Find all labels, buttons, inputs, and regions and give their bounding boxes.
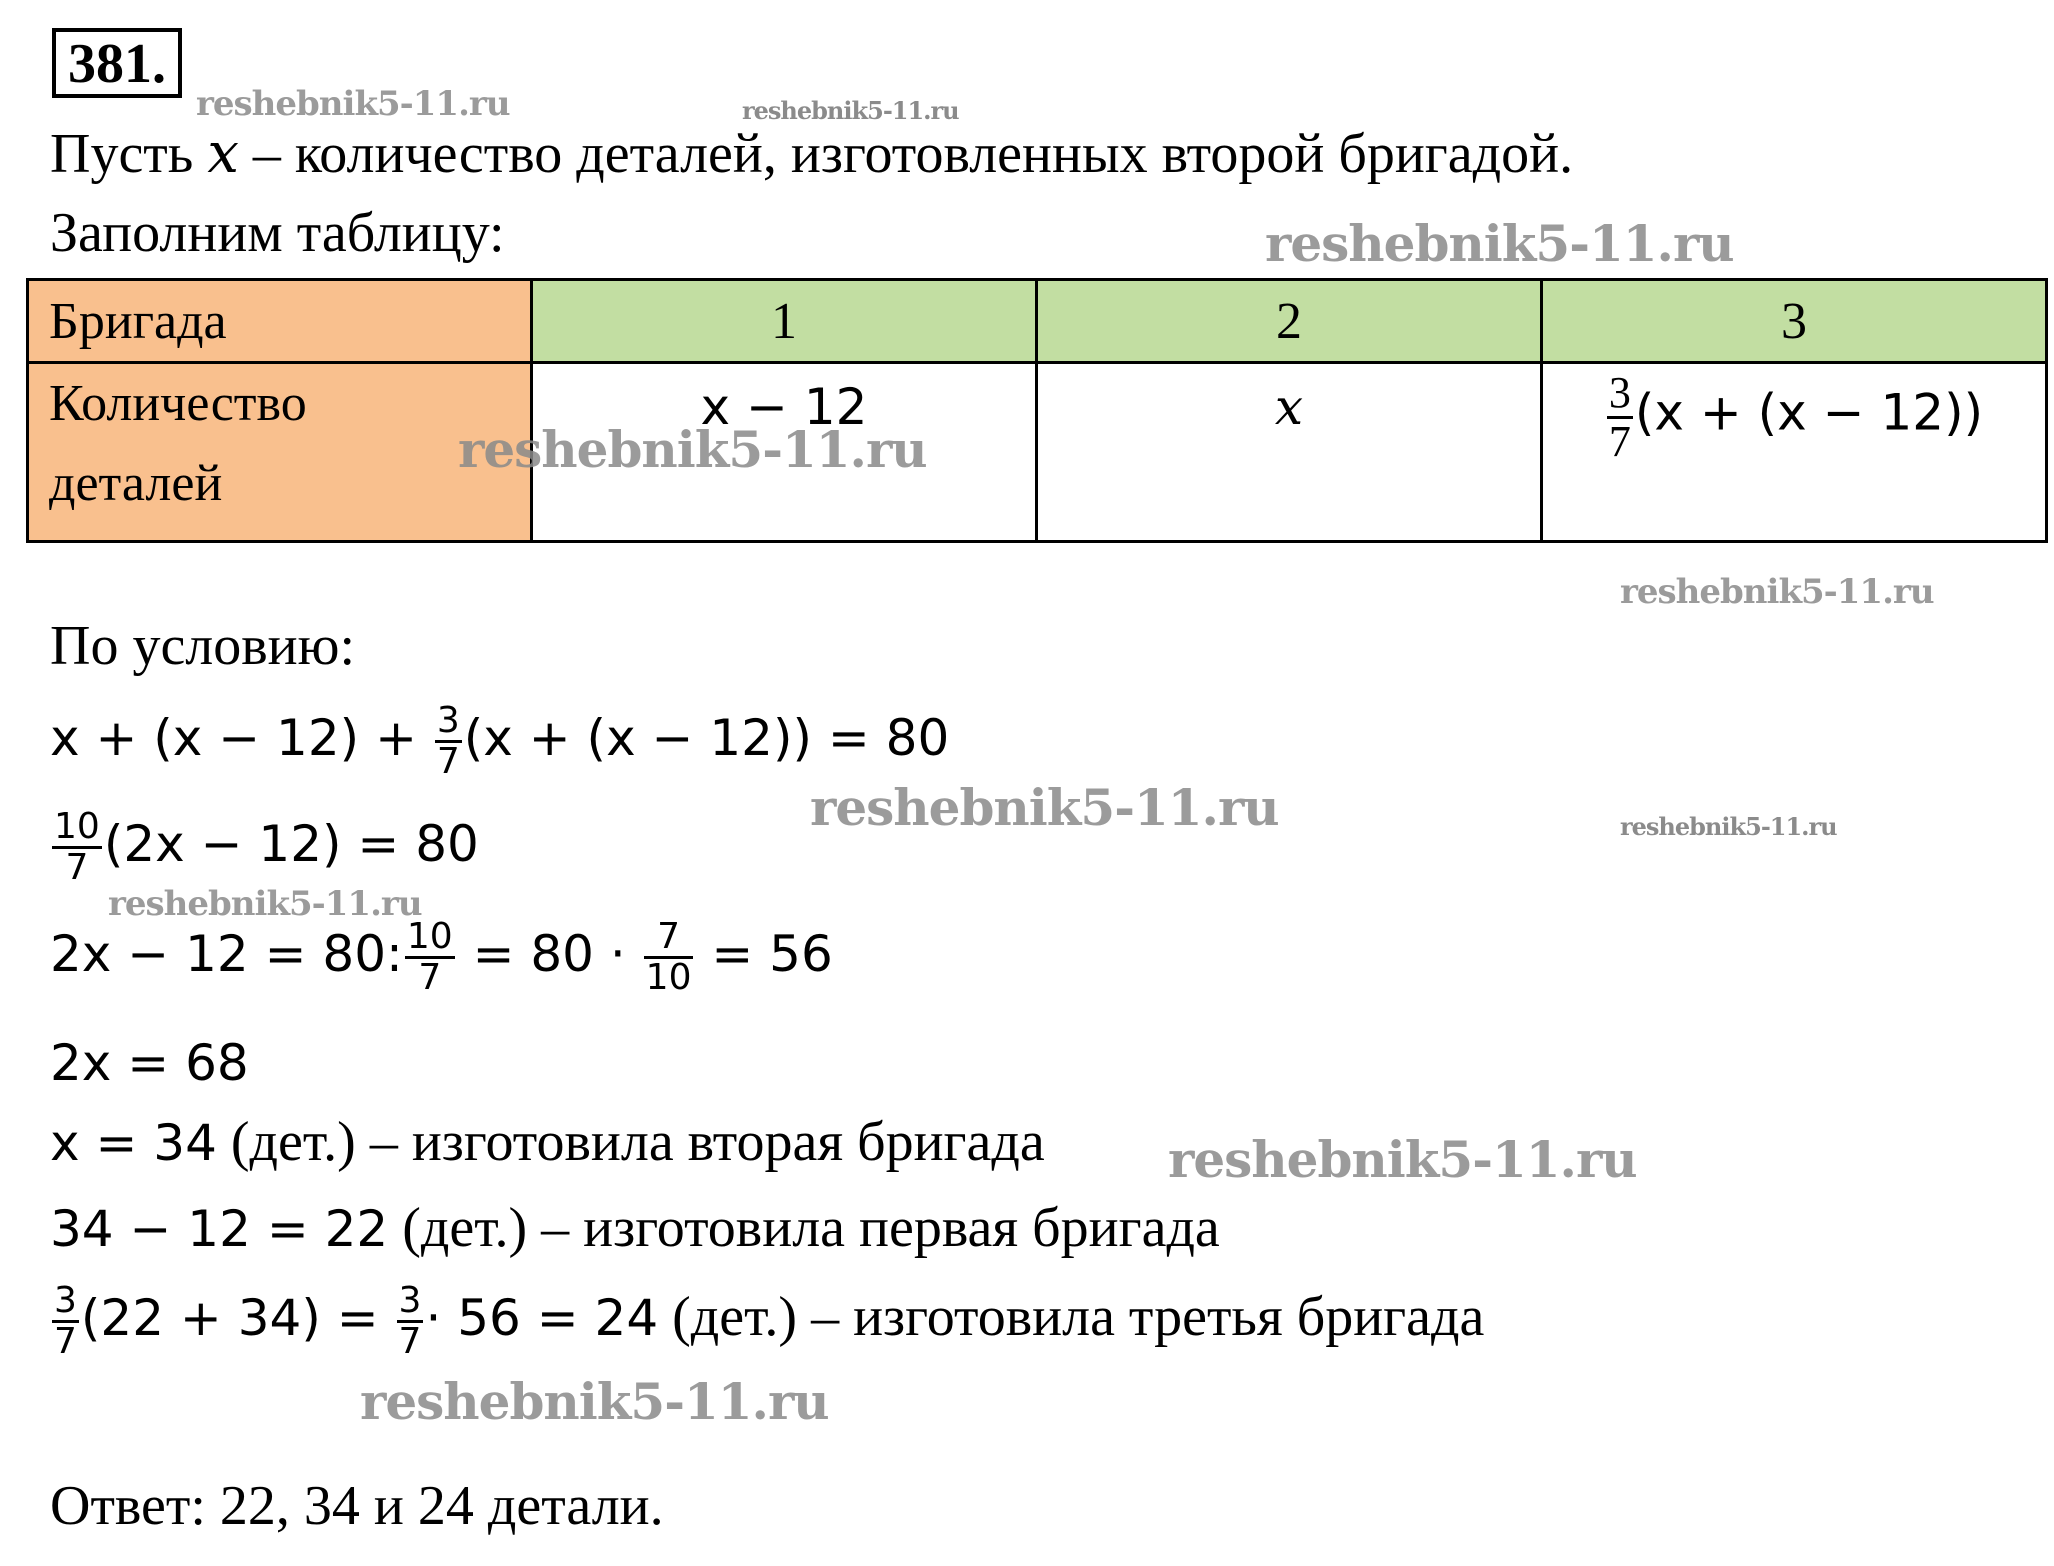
by-condition-label: По условию: [50,615,356,677]
table-cell-brigade-3: $\frac{3}{7}$ (x + (x − 12)) [1542,363,2047,542]
fraction: $\frac{3}{7}$ [54,1280,77,1362]
watermark: reshebnik5-11.ru [108,884,422,924]
equation-3: 2x − 12 = 80: $\frac{10}{7}$ = 80 · $\frac{7}{10}$ = 56 [50,916,833,998]
watermark: reshebnik5-11.ru [1620,812,1837,841]
brigade-table [26,278,2048,543]
table-cell-brigade-1: x − 12 [532,363,1037,542]
fraction: $\frac{3}{7}$ [1608,368,1631,467]
equation-2: $\frac{10}{7}$ (2x − 12) = 80 [54,806,479,888]
table-column-3: 3 [1542,280,2047,363]
watermark: reshebnik5-11.ru [1168,1130,1637,1189]
fraction: $\frac{10}{7}$ [54,806,100,888]
equation-4: 2x = 68 [50,1034,249,1092]
equation-6: 34 − 12 = 22 (дет.) – изготовила первая бригада [50,1197,1220,1259]
table-column-2: 2 [1037,280,1542,363]
watermark: reshebnik5-11.ru [196,84,510,124]
equation-1: x + (x − 12) + $\frac{3}{7}$ (x + (x − 12)) = 80 [50,700,950,782]
fraction: $\frac{3}{7}$ [436,700,460,782]
watermark: reshebnik5-11.ru [742,96,959,125]
watermark: reshebnik5-11.ru [810,778,1279,837]
problem-number: 381. [52,28,182,98]
fraction: $\frac{3}{7}$ [398,1280,422,1362]
fraction: $\frac{10}{7}$ [406,916,453,998]
intro-line: Пусть x – количество деталей, изготовленных второй бригадой. [50,121,1574,186]
watermark: reshebnik5-11.ru [1265,214,1734,273]
table-row-label: Количество деталей [28,363,532,542]
fill-table-label: Заполним таблицу: [50,202,505,264]
equation-5: x = 34 (дет.) – изготовила вторая бригада [50,1111,1045,1173]
answer: Ответ: 22, 34 и 24 детали. [50,1475,664,1537]
variable-x: x [207,121,239,186]
table-cell-brigade-2: x [1037,363,1542,542]
fraction: $\frac{7}{10}$ [645,916,692,998]
watermark: reshebnik5-11.ru [1620,572,1934,612]
watermark: reshebnik5-11.ru [360,1372,829,1431]
table-column-1: 1 [532,280,1037,363]
table-header-label: Бригада [28,280,532,363]
watermark: reshebnik5-11.ru [458,420,927,479]
equation-7: $\frac{3}{7}$ (22 + 34) = $\frac{3}{7}$ · 56 = 24 (дет.) – изготовила третья бригада [54,1280,1485,1362]
